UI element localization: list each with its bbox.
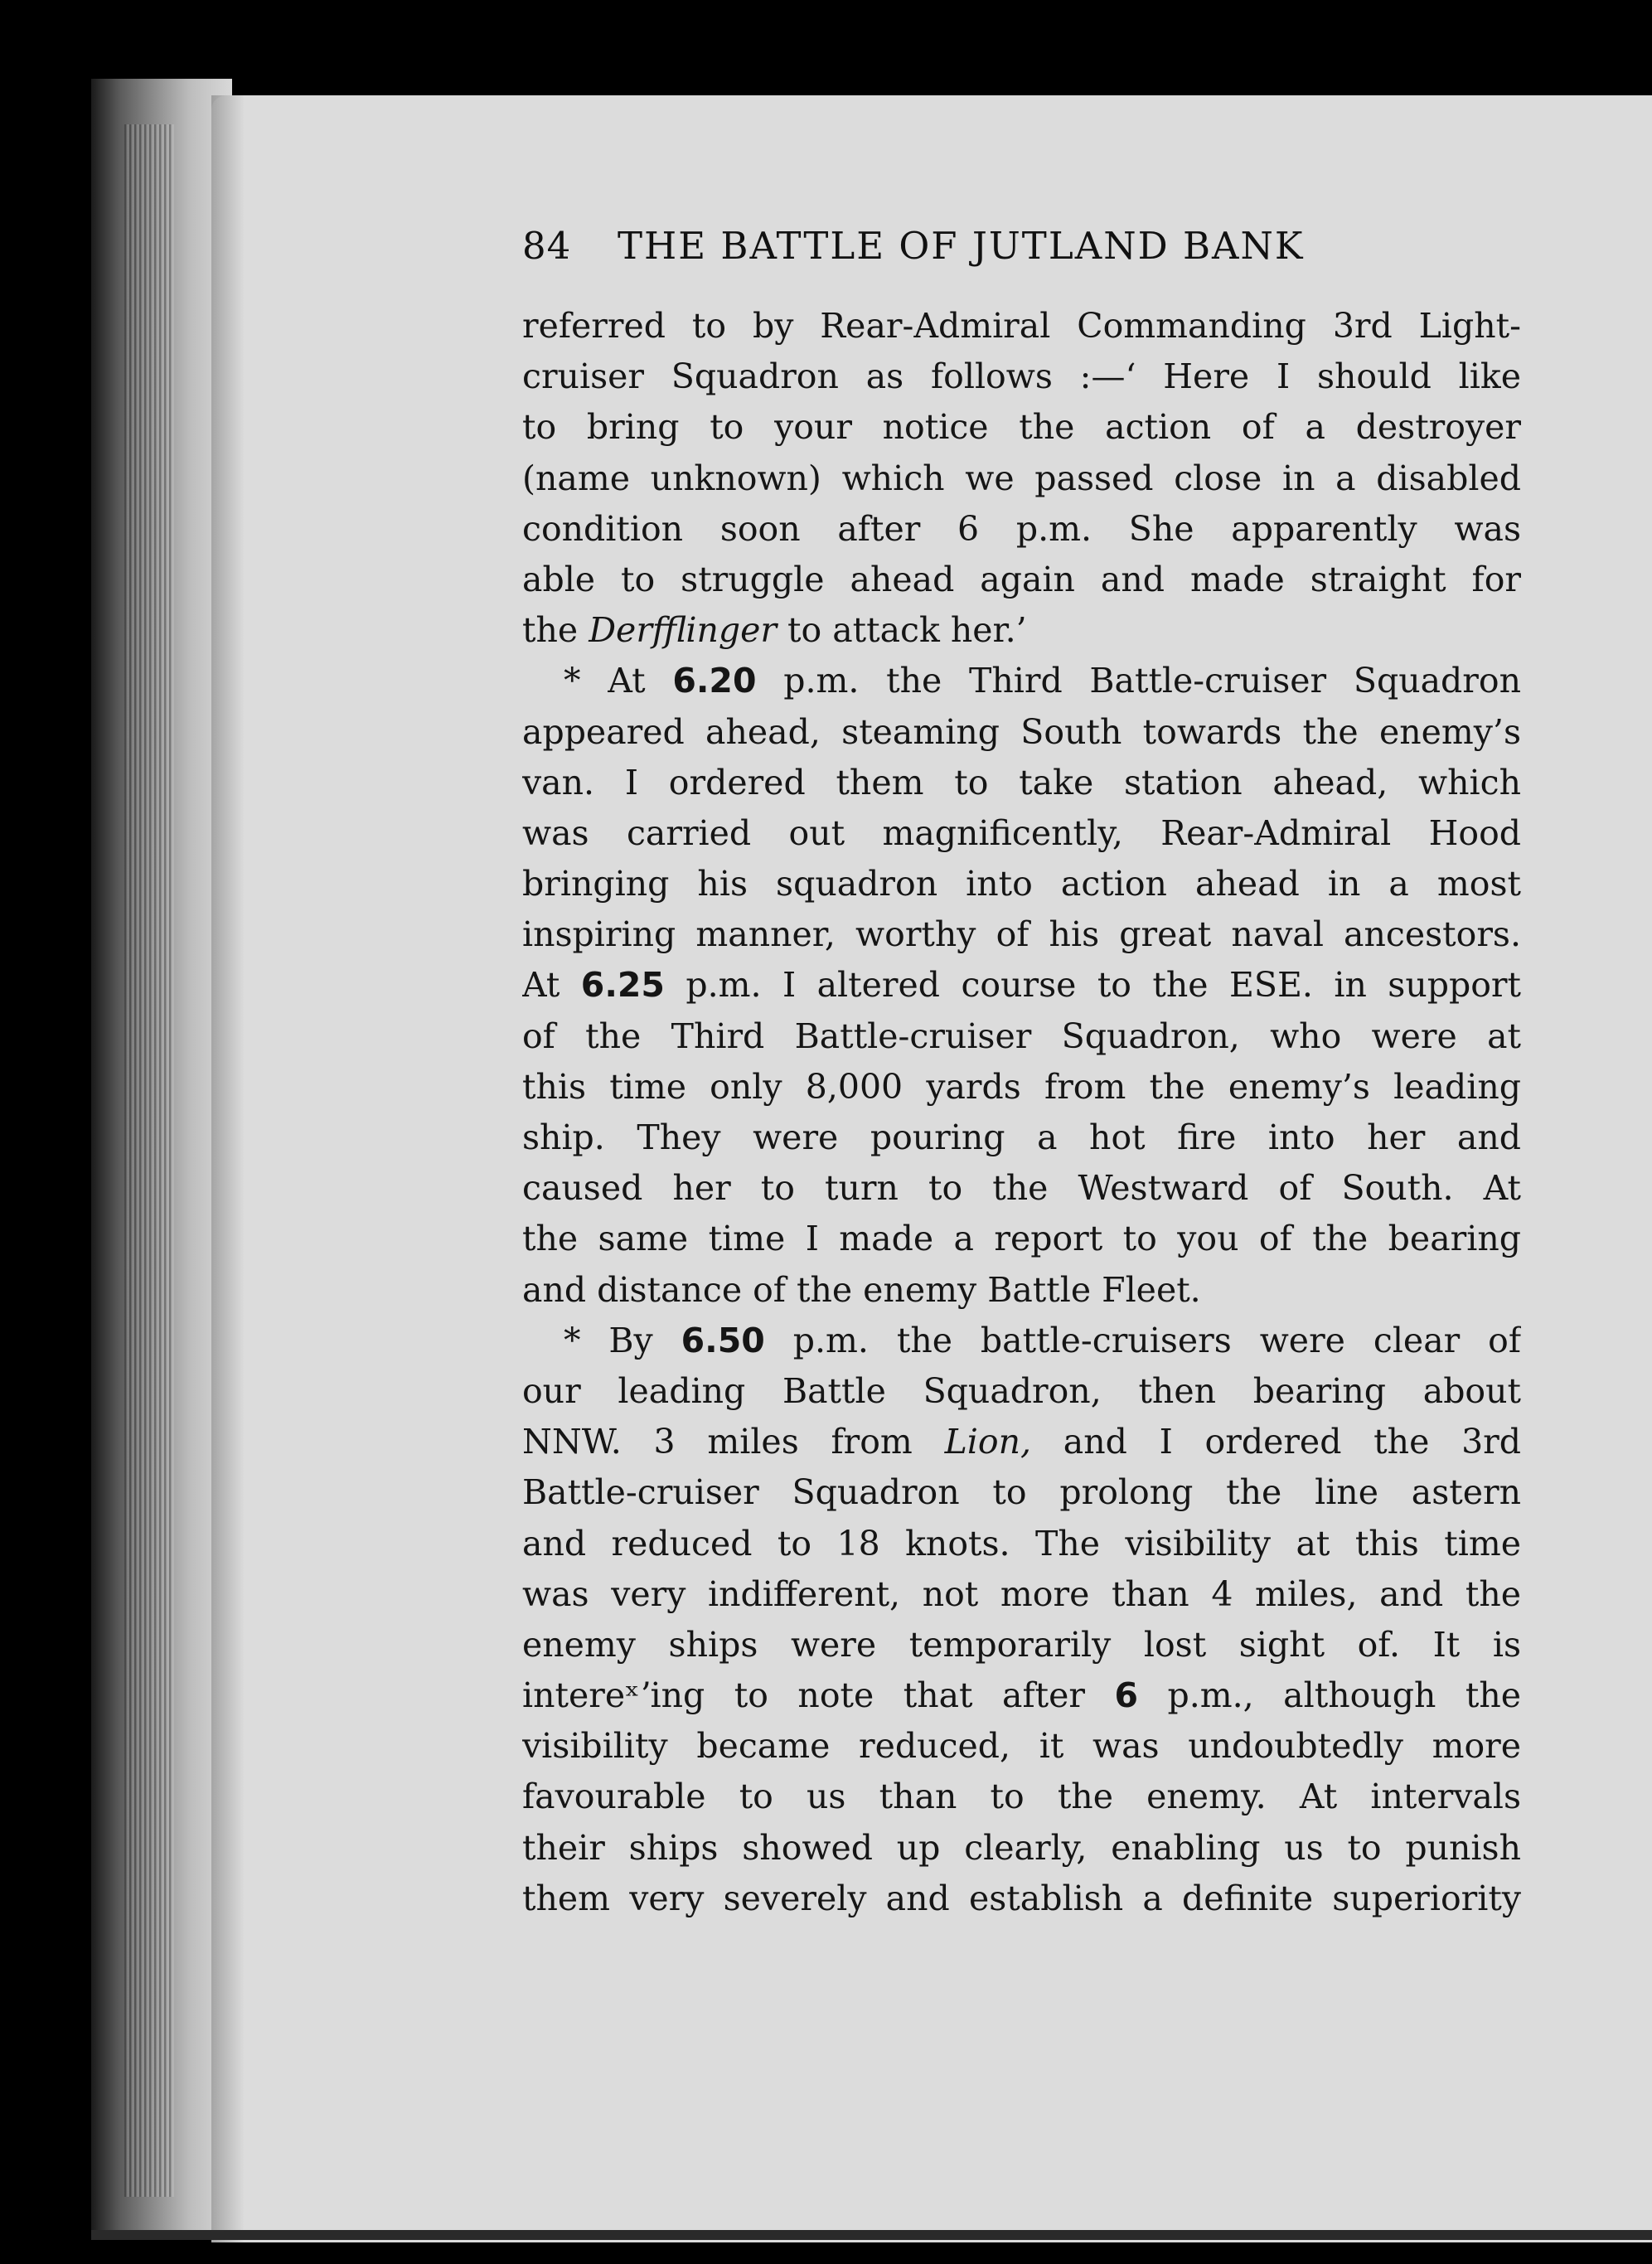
text-line	[522, 1366, 1521, 1417]
text-line	[522, 301, 1521, 351]
line-text: the	[522, 610, 589, 651]
text-line	[522, 402, 1521, 453]
page-header	[522, 224, 1417, 268]
page-number: 84	[522, 224, 572, 268]
time-figure: 6.20	[672, 661, 757, 701]
line-text: p.m. the Third Battle-cruiser Squadron	[756, 661, 1521, 701]
text-line	[522, 656, 1521, 706]
line-text: At	[522, 965, 581, 1006]
text-line	[522, 758, 1521, 808]
text-line	[522, 808, 1521, 859]
line-text: to attack her.’	[776, 610, 1027, 651]
text-line	[522, 1772, 1521, 1822]
text-line	[522, 1467, 1521, 1518]
line-text: NNW. 3 miles from	[522, 1422, 945, 1462]
line-text: * At	[564, 661, 673, 701]
line-text: was carried out magnificently, Rear-Admiral Hood	[522, 812, 1521, 853]
line-text: condition soon after 6 p.m. She apparently was	[522, 508, 1521, 549]
body-text	[522, 301, 1521, 1924]
text-line	[522, 1062, 1521, 1113]
line-text: to bring to your notice the action of a destroyer	[522, 407, 1521, 448]
italic-text: Derfflinger	[589, 610, 777, 651]
text-line	[522, 605, 1521, 656]
line-text: bringing his squadron into action ahead in a most	[522, 864, 1521, 904]
line-text: referred to by Rear-Admiral Commanding 3rd Light-	[522, 306, 1521, 346]
line-text: the same time I made a report to you of the bearing	[522, 1219, 1521, 1259]
line-text: them very severely and establish a definite superiority	[522, 1878, 1521, 1918]
time-figure: 6	[1114, 1675, 1138, 1716]
text-line	[522, 1620, 1521, 1670]
line-text: and distance of the enemy Battle Fleet.	[522, 1269, 1201, 1310]
text-line	[522, 707, 1521, 758]
text-line	[522, 1823, 1521, 1874]
line-text: (name unknown) which we passed close in a disabled	[522, 458, 1521, 498]
line-text: p.m., although the	[1138, 1675, 1521, 1716]
line-text: appeared ahead, steaming South towards the enemy’s	[522, 711, 1521, 752]
gutter-shadow	[211, 95, 245, 2242]
text-line	[522, 1721, 1521, 1772]
line-text: and reduced to 18 knots. The visibility at this time	[522, 1523, 1521, 1563]
page-bottom-edge	[91, 2230, 1652, 2240]
text-line	[522, 1316, 1521, 1366]
text-line	[522, 1417, 1521, 1467]
line-text: enemy ships were temporarily lost sight of. It is	[522, 1624, 1521, 1665]
time-figure: 6.50	[681, 1320, 765, 1360]
line-text: was very indifferent, not more than 4 miles, and the	[522, 1573, 1521, 1614]
line-text: p.m. I altered course to the ESE. in support	[664, 965, 1521, 1006]
text-line	[522, 1569, 1521, 1620]
text-line	[522, 1670, 1521, 1721]
line-text: favourable to us than to the enemy. At intervals	[522, 1777, 1521, 1817]
line-text: of the Third Battle-cruiser Squadron, who were at	[522, 1016, 1521, 1056]
text-line	[522, 1113, 1521, 1163]
line-text: p.m. the battle-cruisers were clear of	[764, 1320, 1521, 1360]
text-line	[522, 1519, 1521, 1569]
line-text: van. I ordered them to take station ahead, which	[522, 762, 1521, 802]
text-line	[522, 909, 1521, 960]
binding-edge	[124, 124, 174, 2197]
running-title: THE BATTLE OF JUTLAND BANK	[618, 224, 1305, 268]
text-line	[522, 1163, 1521, 1214]
line-text: their ships showed up clearly, enabling us to punish	[522, 1827, 1521, 1868]
italic-text: Lion,	[944, 1422, 1032, 1462]
line-text: Battle-cruiser Squadron to prolong the line astern	[522, 1472, 1521, 1513]
line-text: intereˣʼing to note that after	[522, 1675, 1115, 1716]
line-text: cruiser Squadron as follows :—‘ Here I should like	[522, 356, 1521, 397]
line-text: our leading Battle Squadron, then bearing about	[522, 1370, 1521, 1411]
text-line	[522, 504, 1521, 555]
line-text: this time only 8,000 yards from the enemy’s leading	[522, 1066, 1521, 1107]
line-text: and I ordered the 3rd	[1031, 1422, 1521, 1462]
text-line	[522, 1874, 1521, 1924]
line-text: ship. They were pouring a hot fire into her and	[522, 1117, 1521, 1157]
line-text: visibility became reduced, it was undoubtedly more	[522, 1726, 1521, 1767]
line-text: * By	[564, 1320, 681, 1360]
text-line	[522, 555, 1521, 605]
text-line	[522, 1214, 1521, 1264]
line-text: inspiring manner, worthy of his great naval ancestors.	[522, 914, 1521, 955]
time-figure: 6.25	[580, 965, 665, 1006]
line-text: able to struggle ahead again and made straight for	[522, 559, 1521, 599]
text-line	[522, 453, 1521, 504]
text-line	[522, 1265, 1521, 1316]
text-line	[522, 859, 1521, 909]
text-line	[522, 1011, 1521, 1062]
text-line	[522, 960, 1521, 1011]
text-line	[522, 351, 1521, 402]
line-text: caused her to turn to the Westward of South. At	[522, 1168, 1521, 1209]
